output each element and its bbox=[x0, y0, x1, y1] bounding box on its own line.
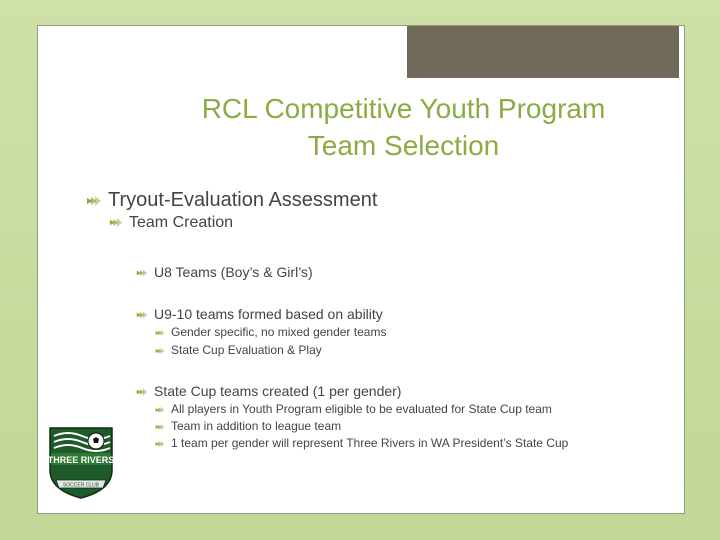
bullet-level-1 bbox=[86, 189, 377, 212]
logo-banner-text: SOCCER CLUB bbox=[62, 482, 100, 489]
bullet-icon bbox=[155, 406, 165, 414]
bullet-icon bbox=[155, 347, 165, 355]
bullet-level-4-text: State Cup Evaluation & Play bbox=[171, 343, 322, 357]
bullet-level-3 bbox=[136, 306, 383, 322]
bullet-level-3-text: U9-10 teams formed based on ability bbox=[154, 306, 383, 322]
bullet-level-4 bbox=[155, 325, 386, 339]
bullet-level-3 bbox=[136, 383, 401, 399]
slide-content-area bbox=[37, 25, 685, 514]
bullet-icon bbox=[136, 268, 148, 278]
bullet-icon bbox=[136, 387, 148, 397]
title-line-1: RCL Competitive Youth Program bbox=[201, 93, 606, 124]
bullet-level-2 bbox=[109, 214, 233, 232]
bullet-level-3-text: State Cup teams created (1 per gender) bbox=[154, 383, 402, 399]
bullet-icon bbox=[155, 329, 165, 337]
bullet-icon bbox=[136, 310, 148, 320]
bullet-level-4 bbox=[155, 343, 322, 357]
bullet-level-3 bbox=[136, 264, 313, 280]
soccer-ball-icon bbox=[88, 433, 104, 449]
bullet-icon bbox=[86, 195, 102, 207]
slide-title bbox=[141, 90, 666, 164]
three-rivers-logo bbox=[48, 426, 114, 500]
bullet-level-4-text: Gender specific, no mixed gender teams bbox=[171, 325, 387, 339]
logo-text: THREE RIVERS bbox=[48, 455, 114, 465]
bullet-level-4-text: All players in Youth Program eligible to be evaluated for State Cup team bbox=[171, 402, 552, 416]
bullet-level-1-text: Tryout-Evaluation Assessment bbox=[108, 189, 378, 211]
bullet-level-4-text: 1 team per gender will represent Three Rivers in WA President’s State Cup bbox=[171, 436, 569, 450]
bullet-icon bbox=[155, 440, 165, 448]
bullet-level-4-text: Team in addition to league team bbox=[171, 419, 342, 433]
bullet-level-2-text: Team Creation bbox=[129, 214, 234, 231]
top-accent-bar bbox=[407, 26, 679, 78]
title-line-2: Team Selection bbox=[307, 130, 500, 161]
bullet-level-4 bbox=[155, 436, 568, 450]
bullet-icon bbox=[155, 423, 165, 431]
bullet-level-4 bbox=[155, 419, 341, 433]
bullet-icon bbox=[109, 217, 123, 228]
bullet-level-3-text: U8 Teams (Boy’s & Girl’s) bbox=[154, 264, 313, 280]
bullet-level-4 bbox=[155, 402, 552, 416]
